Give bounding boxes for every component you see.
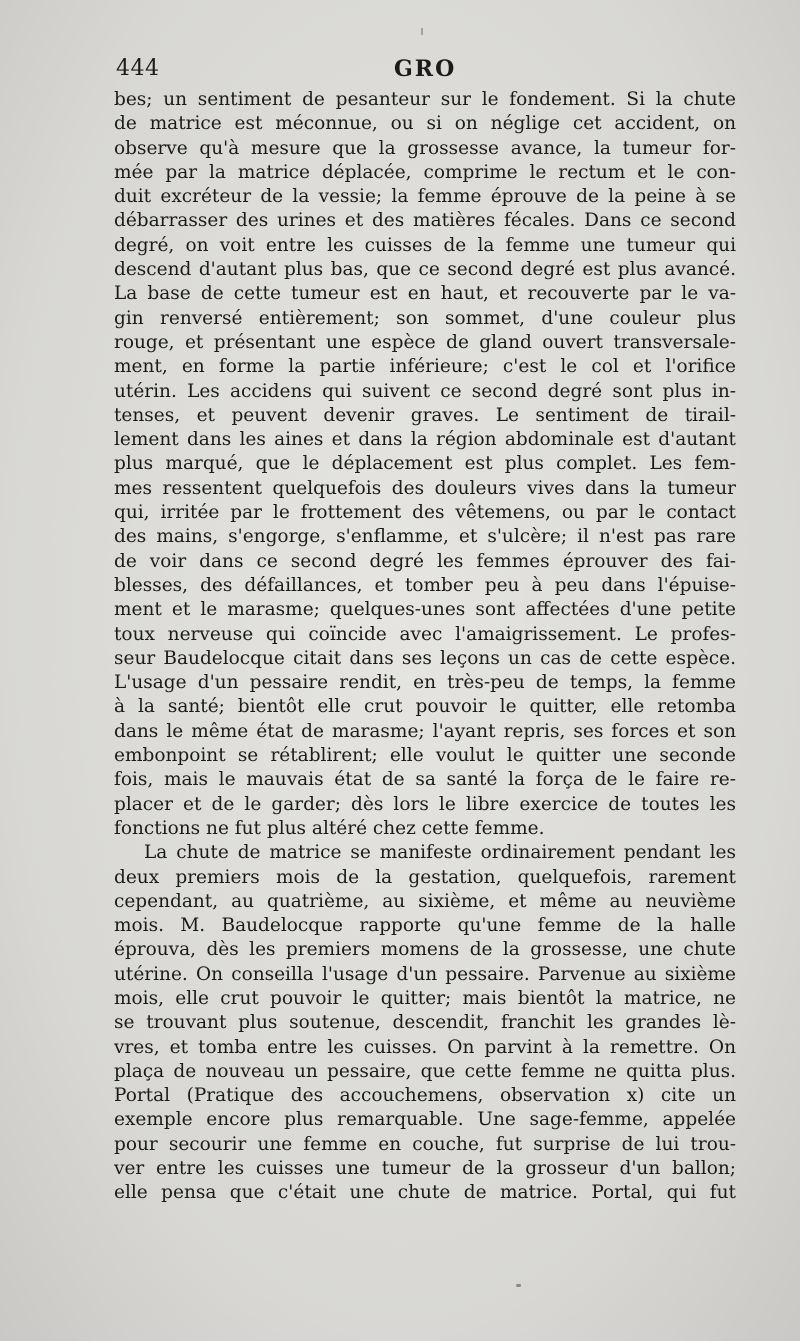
text-line: tenses, et peuvent devenir graves. Le sentiment de tirail- xyxy=(114,404,736,426)
print-speck xyxy=(516,1284,521,1287)
text-line: descend d'autant plus bas, que ce second degré est plus avancé. xyxy=(114,259,736,281)
text-line: de matrice est méconnue, ou si on néglige cet accident, on xyxy=(114,113,736,135)
text-line: elle pensa que c'était une chute de matrice. Portal, qui fut xyxy=(114,1182,736,1204)
text-line: placer et de le garder; dès lors le libre exercice de toutes les xyxy=(114,793,736,815)
paragraph-end-line: fonctions ne fut plus altéré chez cette femme. xyxy=(114,817,545,839)
text-line: observe qu'à mesure que la grossesse avance, la tumeur for- xyxy=(114,137,736,159)
text-line: duit excréteur de la vessie; la femme éprouve de la peine à se xyxy=(114,186,736,208)
page-header xyxy=(116,56,736,86)
page-number: 444 xyxy=(116,56,160,81)
text-line: exemple encore plus remarquable. Une sage-femme, appelée xyxy=(114,1109,736,1131)
text-line: lement dans les aines et dans la région abdominale est d'autant xyxy=(114,429,736,451)
text-line: toux nerveuse qui coïncide avec l'amaigrissement. Le profes- xyxy=(114,623,736,645)
text-line: qui, irritée par le frottement des vêtemens, ou par le contact xyxy=(114,502,736,524)
text-line: des mains, s'engorge, s'enflamme, et s'ulcère; il n'est pas rare xyxy=(114,526,736,548)
text-line: pour secourir une femme en couche, fut surprise de lui trou- xyxy=(114,1133,736,1155)
text-line: cependant, au quatrième, au sixième, et même au neuvième xyxy=(114,890,736,912)
text-line: embonpoint se rétablirent; elle voulut le quitter une seconde xyxy=(114,745,736,767)
text-line: mois. M. Baudelocque rapporte qu'une femme de la halle xyxy=(114,915,736,937)
text-line: gin renversé entièrement; son sommet, d'une couleur plus xyxy=(114,307,736,329)
text-line: vres, et tomba entre les cuisses. On parvint à la remettre. On xyxy=(114,1036,736,1058)
text-line: mois, elle crut pouvoir le quitter; mais bientôt la matrice, ne xyxy=(114,987,736,1009)
running-head: GRO xyxy=(394,56,457,82)
text-line: ment, en forme la partie inférieure; c'est le col et l'orifice xyxy=(114,356,736,378)
text-line: de voir dans ce second degré les femmes éprouver des fai- xyxy=(114,550,736,572)
text-line: utérine. On conseilla l'usage d'un pessaire. Parvenue au sixième xyxy=(114,963,736,985)
text-line: éprouva, dès les premiers momens de la grossesse, une chute xyxy=(114,939,736,961)
text-line: rouge, et présentant une espèce de gland ouvert transversale- xyxy=(114,331,736,353)
text-line: débarrasser des urines et des matières fécales. Dans ce second xyxy=(114,210,736,232)
text-line: fois, mais le mauvais état de sa santé la força de le faire re- xyxy=(114,769,736,791)
text-line: dans le même état de marasme; l'ayant repris, ses forces et son xyxy=(114,720,736,742)
text-line: mes ressentent quelquefois des douleurs vives dans la tumeur xyxy=(114,477,736,499)
text-line: degré, on voit entre les cuisses de la femme une tumeur qui xyxy=(114,234,736,256)
body-text xyxy=(114,88,736,1206)
text-line: ment et le marasme; quelques-unes sont affectées d'une petite xyxy=(114,599,736,621)
paragraph-start-line: La chute de matrice se manifeste ordinairement pendant les xyxy=(144,842,736,864)
text-line: Portal (Pratique des accouchemens, observation x) cite un xyxy=(114,1085,736,1107)
text-line: à la santé; bientôt elle crut pouvoir le quitter, elle retomba xyxy=(114,696,736,718)
text-line: blesses, des défaillances, et tomber peu à peu dans l'épuise- xyxy=(114,574,736,596)
text-line: bes; un sentiment de pesanteur sur le fondement. Si la chute xyxy=(114,89,736,110)
text-line: L'usage d'un pessaire rendit, en très-peu de temps, la femme xyxy=(114,672,736,694)
print-speck xyxy=(421,28,423,35)
text-line: plaça de nouveau un pessaire, que cette femme ne quitta plus. xyxy=(114,1060,736,1082)
text-line: plus marqué, que le déplacement est plus complet. Les fem- xyxy=(114,453,736,475)
text-line: utérin. Les accidens qui suivent ce second degré sont plus in- xyxy=(114,380,736,402)
text-line: se trouvant plus soutenue, descendit, franchit les grandes lè- xyxy=(114,1012,736,1034)
text-line: mée par la matrice déplacée, comprime le rectum et le con- xyxy=(114,161,736,183)
text-line: deux premiers mois de la gestation, quelquefois, rarement xyxy=(114,866,736,888)
text-line: La base de cette tumeur est en haut, et recouverte par le va- xyxy=(114,283,736,305)
text-line: seur Baudelocque citait dans ses leçons un cas de cette espèce. xyxy=(114,647,736,669)
text-line: ver entre les cuisses une tumeur de la grosseur d'un ballon; xyxy=(114,1158,736,1180)
